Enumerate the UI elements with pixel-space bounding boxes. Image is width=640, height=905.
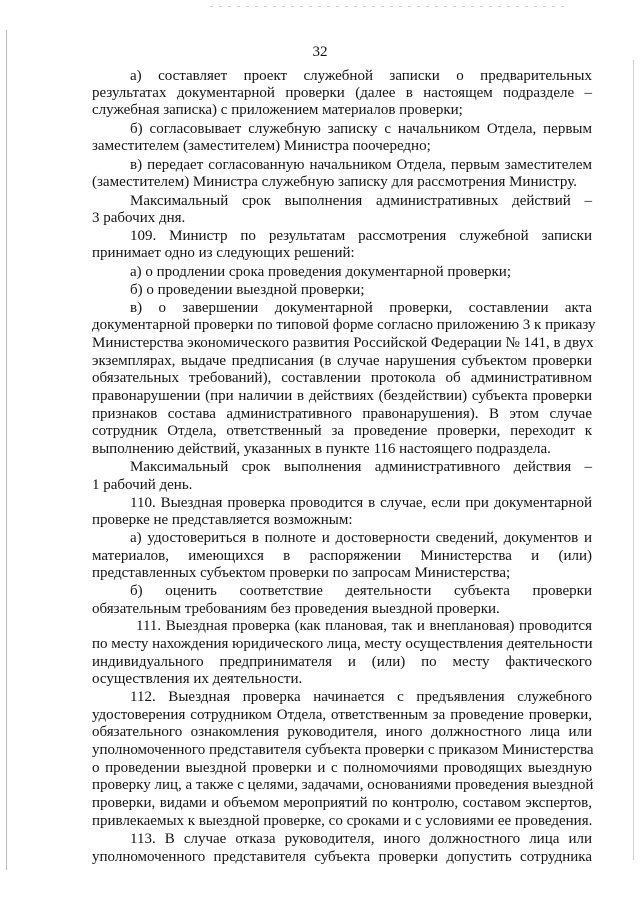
text-line: 110. Выездная проверка проводится в случае, если при документарной bbox=[130, 495, 592, 511]
text-line: осуществления их деятельности. bbox=[92, 671, 303, 687]
text-line: Максимальный срок выполнения административного действия – bbox=[130, 459, 592, 475]
text-line: а) о продлении срока проведения документарной проверки; bbox=[130, 264, 512, 280]
text-line: 113. В случае отказа руководителя, иного должностного лица или bbox=[130, 831, 592, 847]
text-line: б) оценить соответствие деятельности субъекта проверки bbox=[130, 583, 592, 599]
text-line: б) о проведении выездной проверки; bbox=[130, 282, 365, 298]
text-line: проверку лиц, а также с целями, задачами, основаниями проведения выездной bbox=[92, 777, 594, 793]
text-line: заместителем (заместителем) Министра поочередно; bbox=[92, 138, 431, 154]
text-line: (заместителем) Министра служебную записку для рассмотрения Министру. bbox=[92, 174, 577, 190]
text-line: служебная записка) с приложением материалов проверки; bbox=[92, 102, 463, 118]
text-line: а) удостовериться в полноте и достоверности сведений, документов и bbox=[130, 530, 592, 546]
text-line: проверке не представляется возможным: bbox=[92, 512, 353, 528]
text-line: представленных субъектом проверки по запросам Министерства; bbox=[92, 565, 511, 581]
text-line: 1 рабочий день. bbox=[92, 477, 193, 493]
text-line: признаков состава административного правонарушения). В этом случае bbox=[92, 406, 592, 422]
text-line: уполномоченного представителя субъекта проверки допустить сотрудника bbox=[92, 849, 592, 865]
text-line: а) составляет проект служебной записки о предварительных bbox=[130, 68, 592, 84]
text-line: правонарушении (при наличии в действиях (бездействии) субъекта проверки bbox=[92, 388, 592, 404]
text-line: в) о завершении документарной проверки, составлении акта bbox=[130, 300, 592, 316]
text-line: индивидуального предпринимателя и (или) по месту фактического bbox=[92, 654, 592, 670]
text-line: в) передает согласованную начальником Отдела, первым заместителем bbox=[130, 157, 592, 173]
text-line: материалов, имеющихся в распоряжении Министерства и (или) bbox=[92, 548, 592, 564]
page-number: 32 bbox=[312, 44, 328, 60]
scan-top-noise bbox=[210, 6, 570, 7]
text-line: принимает одно из следующих решений: bbox=[92, 245, 355, 261]
text-line: б) согласовывает служебную записку с начальником Отдела, первым bbox=[130, 121, 592, 137]
text-line: проверки, видами и объемом мероприятий по контролю, составом экспертов, bbox=[92, 795, 592, 811]
text-line: обязательным требованиям без проведения выездной проверки. bbox=[92, 601, 500, 617]
text-line: о проведении выездной проверки и с полномочиями проводящих выездную bbox=[92, 760, 592, 776]
text-line: результатах документарной проверки (далее в настоящем подразделе – bbox=[92, 85, 592, 101]
text-line: сотрудник Отдела, ответственный за проведение проверки, переходит к bbox=[92, 423, 592, 439]
text-line: Министерства экономического развития Российской Федерации № 141, в двух bbox=[92, 335, 594, 351]
text-line: Максимальный срок выполнения административных действий – bbox=[130, 193, 592, 209]
scan-left-edge bbox=[6, 30, 7, 870]
text-line: обязательных требований), составлении протокола об административном bbox=[92, 370, 592, 386]
text-line: 3 рабочих дня. bbox=[92, 210, 186, 226]
text-line: 112. Выездная проверка начинается с предъявления служебного bbox=[130, 689, 592, 705]
text-line: по месту нахождения юридического лица, месту осуществления деятельности bbox=[92, 636, 593, 652]
text-line: выполнению действий, указанных в пункте 116 настоящего подраздела. bbox=[92, 441, 551, 457]
scan-right-edge bbox=[633, 60, 634, 860]
text-line: документарной проверки по типовой форме согласно приложению 3 к приказу bbox=[92, 317, 596, 333]
text-line: 109. Министр по результатам рассмотрения служебной записки bbox=[130, 228, 592, 244]
text-line: удостоверения сотрудником Отдела, ответственным за проведение проверки, bbox=[92, 707, 592, 723]
text-line: обязательного ознакомления руководителя, иного должностного лица или bbox=[92, 724, 592, 740]
text-line: экземплярах, выдаче предписания (в случае нарушения субъектом проверки bbox=[92, 353, 592, 369]
text-line: привлекаемых к выездной проверке, со сроками и с условиями ее проведения. bbox=[92, 813, 593, 829]
text-line: 111. Выездная проверка (как плановая, так и внеплановая) проводится bbox=[136, 618, 592, 634]
text-line: уполномоченного представителя субъекта проверки с приказом Министерства bbox=[92, 742, 594, 758]
